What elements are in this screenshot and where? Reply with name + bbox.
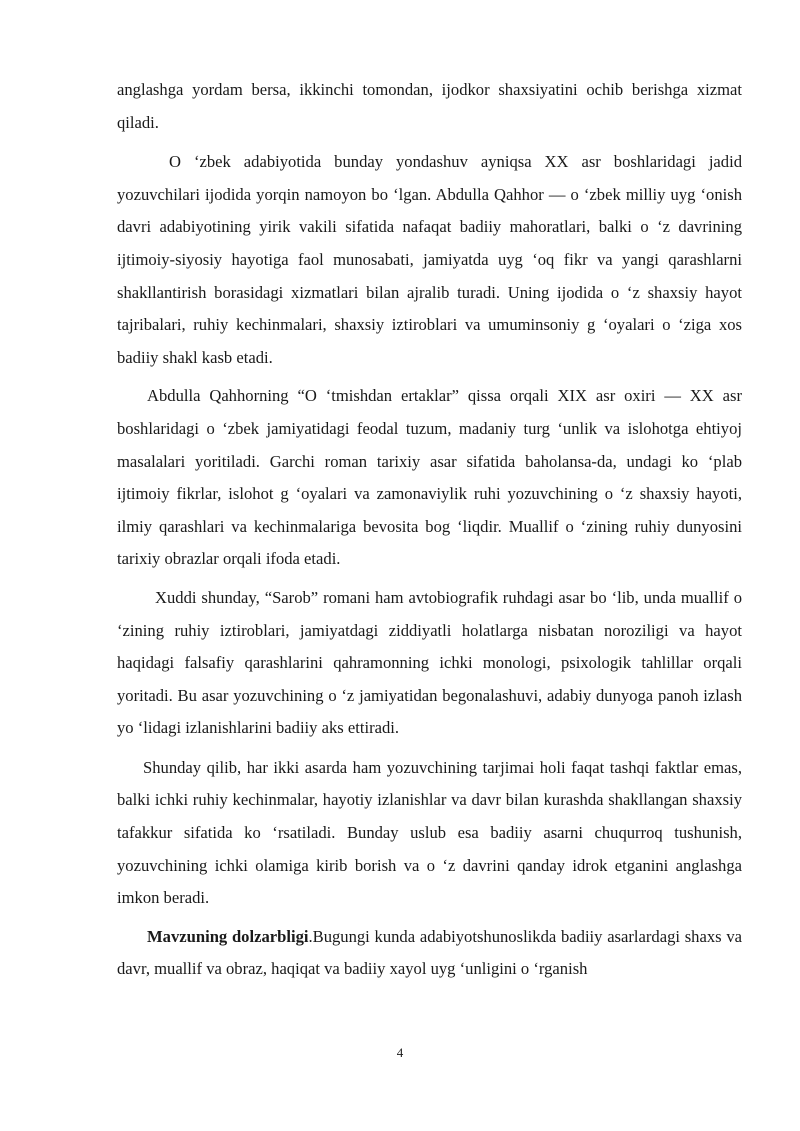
paragraph-relevance [117, 921, 742, 986]
paragraph-continuation: anglashga yordam bersa, ikkinchi tomondan, ijodkor shaxsiyatini ochib berishga xizmat qiladi. [117, 80, 742, 132]
page-number: 4 [396, 1045, 404, 1060]
relevance-text: .Bugungi kunda adabiyotshunoslikda badiiy asarlardagi shaxs va davr, muallif va obraz, haqiqat va badiiy xayol uyg ‘unligini o ‘rganish [117, 926, 742, 979]
paragraph-conclusion: Shunday qilib, har ikki asarda ham yozuvchining tarjimai holi faqat tashqi faktlar emas, balki ichki ruhiy kechinmalar, hayotiy izlanishlar va davr bilan kurashda shakllangan shaxsiy tafakkur sifatida ko ‘rsatiladi. Bunday uslub esa badiiy asarni chuqurroq tushunish, yozuvchining ichki olamiga kirib borish va o ‘z davrini qanday idrok etganini anglashga imkon beradi. [117, 757, 742, 908]
paragraph-otmishdan-ertaklar: Abdulla Qahhorning “O ‘tmishdan ertaklar” qissa orqali XIX asr oxiri — XX asr boshlaridagi o ‘zbek jamiyatidagi feodal tuzum, madaniy turg ‘unlik va islohotga ehtiyoj masalalari yoritiladi. Garchi roman tarixiy asar sifatida baholansa-da, undagi ko ‘plab ijtimoiy fikrlar, islohot g ‘oyalari va zamonaviylik ruhi yozuvchining o ‘z shaxsiy hayoti, ilmiy qarashlari va kechinmalariga bevosita bog ‘liqdir. Muallif o ‘zining ruhiy dunyosini tarixiy obrazlar orqali ifoda etadi. [117, 386, 742, 569]
document-page [117, 74, 742, 986]
paragraph-jadid-writers: O ‘zbek adabiyotida bunday yondashuv ayniqsa XX asr boshlaridagi jadid yozuvchilari ijodida yorqin namoyon bo ‘lgan. Abdulla Qahhor — o ‘zbek milliy uyg ‘onish davri adabiyotining yirik vakili sifatida nafaqat badiiy mahoratlari, balki o ‘z davrining ijtimoiy-siyosiy hayotiga faol munosabati, jamiyatda uyg ‘oq fikr va yangi qarashlarni shakllantirish borasidagi xizmatlari bilan ajralib turadi. Uning ijodida o ‘z shaxsiy hayot tajribalari, ruhiy kechinmalari, shaxsiy iztiroblari va umuminsoniy g ‘oyalari o ‘ziga xos badiiy shakl kasb etadi. [117, 152, 742, 367]
paragraph-sarob: Xuddi shunday, “Sarob” romani ham avtobiografik ruhdagi asar bo ‘lib, unda muallif o ‘zining ruhiy iztiroblari, jamiyatdagi ziddiyatli holatlarga nisbatan noroziligi va hayot haqidagi falsafiy qarashlarini qahramonning ichki monologi, psixologik tahlillar orqali yoritadi. Bu asar yozuvchining o ‘z jamiyatidan begonalashuvi, adabiy dunyoga panoh izlash yo ‘lidagi izlanishlarini badiiy aks ettiradi. [117, 587, 742, 738]
relevance-heading: Mavzuning dolzarbligi [147, 926, 309, 946]
